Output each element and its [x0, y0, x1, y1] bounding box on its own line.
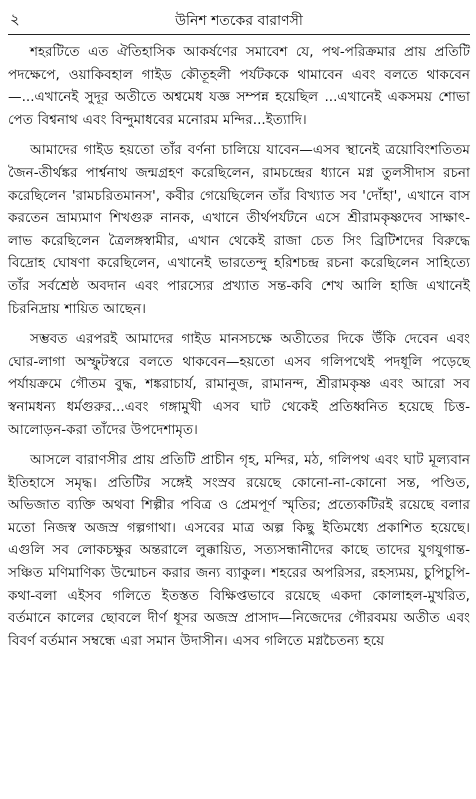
paragraph: আমাদের গাইড হয়তো তাঁর বর্ণনা চালিয়ে যাবেন—এসব স্থানেই ত্রয়োবিংশতিতম জৈন-তীর্থঙ্কর পার্শ্বনাথ জন্মগ্রহণ করেছিলেন, রামচন্দ্রের ধ্যানে মগ্ন তুলসীদাস রচনা করেছিলেন 'রামচরিতমানস', কবীর গেয়েছিলেন তাঁর বিখ্যাত সব 'দোঁহা', এখানে বাস করতেন ভ্রাম্যমাণ শিখগুরু নানক, এখানে তীর্থপর্যটনে এসে শ্রীরামকৃষ্ণদেব সাক্ষাৎ-লাভ করেছিলেন ত্রৈলঙ্গস্বামীর, এখান থেকেই রাজা চেত সিং ব্রিটিশদের বিরুদ্ধে বিদ্রোহ ঘোষণা করেছিলেন, এখানেই ভারতেন্দু হরিশচন্দ্র রচনা করেছিলেন সাহিত্যে তাঁর সর্বশ্রেষ্ঠ অবদান এবং পারস্যের প্রখ্যাত সন্ত-কবি শেখ আলি হাজি এখানেই চিরনিদ্রায় শায়িত আছেন। — [8, 142, 470, 317]
paragraph: আসলে বারাণসীর প্রায় প্রতিটি প্রাচীন গৃহ, মন্দির, মঠ, গলিপথ এবং ঘাট মূল্যবান ইতিহাসে সমৃদ্ধ। প্রতিটির সঙ্গেই সংস্রব রয়েছে কোনো-না-কোনো সন্ত, পণ্ডিত, অভিজাত ব্যক্তি অথবা শিল্পীর পবিত্র ও প্রেমপূর্ণ স্মৃতির; প্রত্যেকটিরই রয়েছে বলার মতো নিজস্ব অজস্র গল্পগাথা। এসবের মাত্র অল্প কিছু ইতিমধ্যে প্রকাশিত হয়েছে। এগুলি সব লোকচক্ষুর অন্তরালে লুক্কায়িত, সত্যসন্ধানীদের কাছে তাদের যুগযুগান্ত-সঞ্চিত মণিমাণিক্য উন্মোচন করার জন্য ব্যাকুল। শহরের অপরিসর, রহস্যময়, চুপিচুপি-কথা-বলা এইসব গলিতে ইতস্তত বিক্ষিপ্তভাবে রয়েছে একদা কোলাহল-মুখরিত, বর্তমানে কালের ছোবলে দীর্ণ ধূসর অজস্র প্রাসাদ—নিজেদের গৌরবময় অতীত এবং বিবর্ণ বর্তমান সম্বন্ধে এরা সমান উদাসীন। এসব গলিতে মগ্নচৈতন্য হয়ে — [8, 452, 470, 649]
paragraph: শহরটিতে এত ঐতিহাসিক আকর্ষণের সমাবেশ যে, পথ-পরিক্রমার প্রায় প্রতিটি পদক্ষেপে, ওয়াকিবহাল গাইড কৌতূহলী পর্যটককে থামাবেন এবং বলতে থাকবেন—...এখানেই সুদূর অতীতে অশ্বমেধ যজ্ঞ সম্পন্ন হয়েছিল ...এখানেই একসময় শোভা পেত বিশ্বনাথ এবং বিন্দুমাধবের মনোরম মন্দির...ইত্যাদি। — [8, 44, 470, 128]
paragraph: সম্ভবত এরপরই আমাদের গাইড মানসচক্ষে অতীতের দিকে উঁকি দেবেন এবং ঘোর-লাগা অস্ফুটস্বরে বলতে থাকবেন—হয়তো এসব গলিপথেই পদধূলি পড়েছে পর্যায়ক্রমে গৌতম বুদ্ধ, শঙ্করাচার্য, রামানুজ, রামানন্দ, শ্রীরামকৃষ্ণ এবং আরো সব স্বনামধন্য ধর্মগুরুর...এবং গঙ্গামুখী এসব ঘাট থেকেই প্রতিধ্বনিত হয়েছে চিত্ত-আলোড়ন-করা তাঁদের উপদেশামৃত। — [8, 331, 470, 438]
body-text — [8, 41, 470, 652]
running-title: উনিশ শতকের বারাণসী — [175, 13, 303, 29]
page-header — [8, 6, 470, 35]
page-number: ২ — [10, 10, 20, 28]
